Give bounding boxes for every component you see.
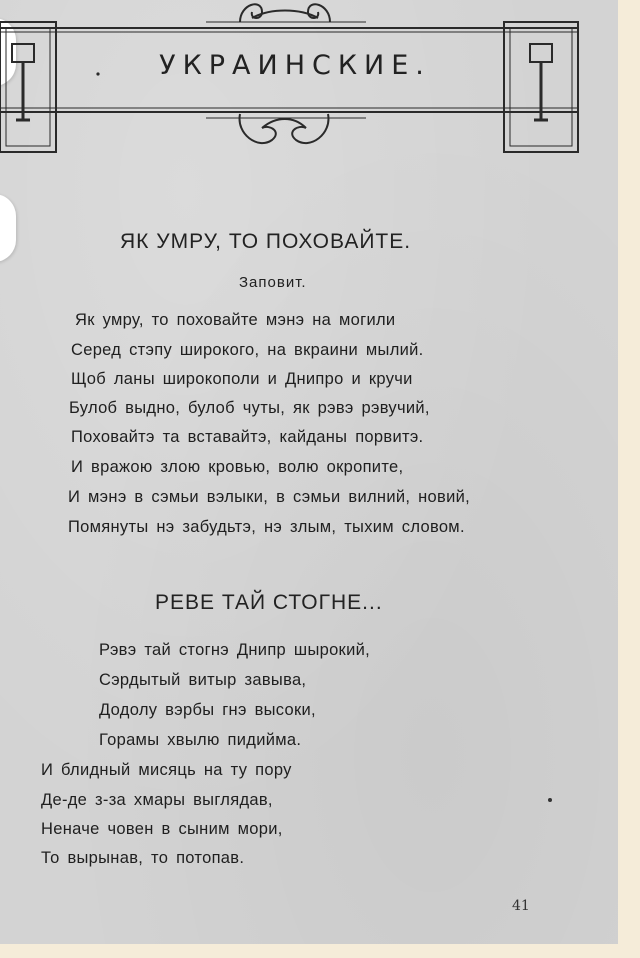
verse-line: Щоб ланы широкополи и Днипро и кручи	[71, 370, 413, 388]
verse-line: Булоб выдно, булоб чуты, як рэвэ рэвучий,	[69, 399, 430, 417]
verse-line: Поховайтэ та вставайтэ, кайданы порвитэ.	[71, 428, 424, 446]
verse-line: Додолу вэрбы гнэ высоки,	[99, 701, 316, 719]
poem-title: РЕВЕ ТАЙ СТОГНЕ...	[155, 591, 383, 614]
verse-line: Неначе човен в сыним мори,	[41, 820, 283, 838]
header-banner	[0, 0, 600, 160]
verse-line: Рэвэ тай стогнэ Днипр шырокий,	[99, 641, 370, 659]
poem-subtitle: Заповит.	[239, 274, 307, 291]
page-bottom-edge	[0, 944, 640, 958]
section-heading: УКРАИНСКИЕ.	[159, 50, 431, 81]
verse-line: Де-де з-за хмары выглядав,	[41, 791, 273, 809]
ink-speck	[548, 798, 552, 802]
page-edge	[618, 0, 640, 958]
verse-line: И вражою злою кровью, волю окропите,	[71, 458, 404, 476]
verse-line: И блидный мисяць на ту пору	[41, 761, 292, 779]
verse-line: И мэнэ в сэмьи вэлыки, в сэмьи вилний, новий,	[68, 488, 471, 506]
verse-line: Серед стэпу широкого, на вкраини мылий.	[71, 341, 424, 359]
verse-line: Горамы хвылю пидийма.	[99, 731, 302, 749]
verse-line: Як умру, то поховайте мэнэ на могили	[75, 311, 396, 329]
poem-title: ЯК УМРУ, ТО ПОХОВАЙТЕ.	[120, 230, 412, 253]
verse-line: Сэрдытый витыр завыва,	[99, 671, 307, 689]
side-tab-bottom[interactable]	[0, 194, 16, 262]
page-number: 41	[512, 898, 530, 914]
verse-line: То вырынав, то потопав.	[41, 849, 245, 867]
verse-line: Помянуты нэ забудьтэ, нэ злым, тыхим словом.	[68, 518, 465, 536]
